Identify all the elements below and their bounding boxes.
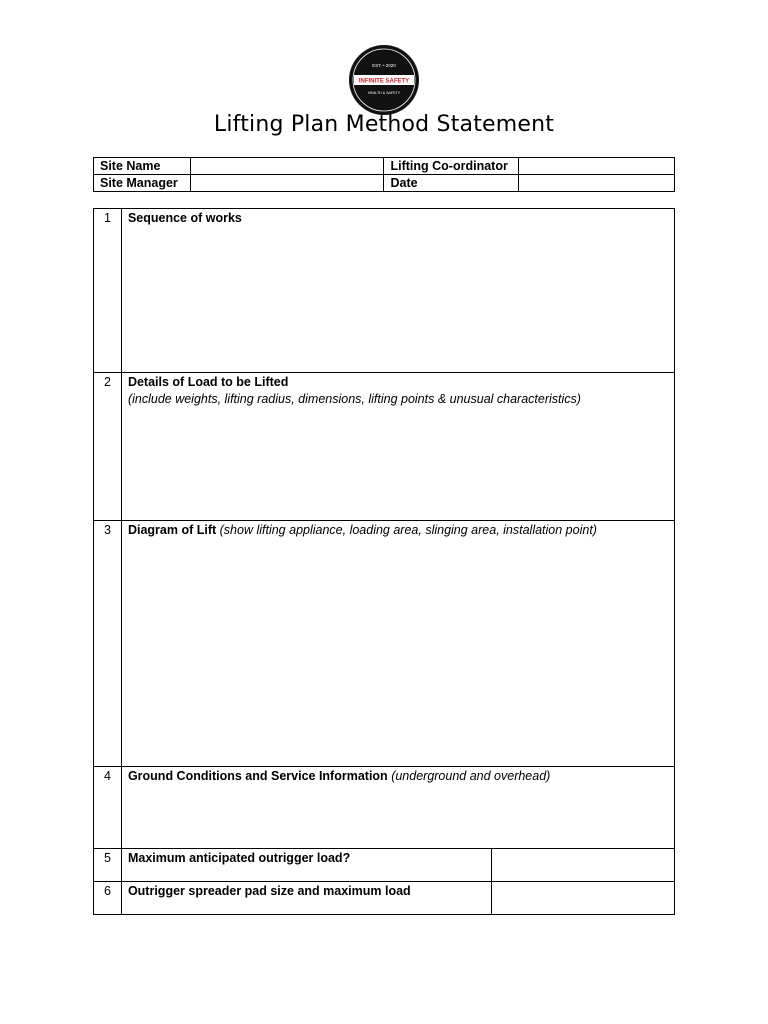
section-title: Sequence of works (127, 211, 242, 225)
spreader-pad-answer-field[interactable] (492, 882, 675, 915)
section-row (94, 849, 675, 882)
section-question (121, 882, 491, 915)
site-name-label: Site Name (94, 158, 191, 175)
section-number: 2 (94, 373, 122, 521)
sequence-of-works-field[interactable] (121, 209, 674, 373)
lifting-coordinator-field[interactable] (519, 158, 675, 175)
site-manager-field[interactable] (190, 175, 384, 192)
section-question (121, 849, 491, 882)
logo-bottom-text: HEALTH & SAFETY (367, 91, 401, 95)
date-field[interactable] (519, 175, 675, 192)
section-title: Outrigger spreader pad size and maximum load (127, 884, 411, 898)
section-note: (underground and overhead) (391, 769, 551, 783)
load-details-field[interactable] (121, 373, 674, 521)
section-note: (show lifting appliance, loading area, slinging area, installation point) (219, 523, 597, 537)
section-row (94, 882, 675, 915)
site-manager-label: Site Manager (94, 175, 191, 192)
document-title: Lifting Plan Method Statement (213, 112, 555, 137)
site-info-table (93, 157, 675, 192)
company-logo (348, 44, 420, 116)
section-note: (include weights, lifting radius, dimensions, lifting points & unusual characteristics) (127, 392, 581, 406)
section-number: 3 (94, 521, 122, 767)
section-number: 4 (94, 767, 122, 849)
lift-diagram-field[interactable] (121, 521, 674, 767)
section-number: 5 (94, 849, 122, 882)
outrigger-load-answer-field[interactable] (492, 849, 675, 882)
section-row (94, 209, 675, 373)
site-name-field[interactable] (190, 158, 384, 175)
logo-top-text: EST. • 2020 (372, 63, 396, 68)
section-title: Ground Conditions and Service Information (127, 769, 388, 783)
section-title: Diagram of Lift (127, 523, 217, 537)
section-number: 1 (94, 209, 122, 373)
date-label: Date (384, 175, 519, 192)
ground-conditions-field[interactable] (121, 767, 674, 849)
info-row-manager (94, 175, 675, 192)
section-row (94, 521, 675, 767)
info-row-site (94, 158, 675, 175)
logo-brand-text: INFINITE SAFETY (358, 78, 410, 85)
section-row (94, 373, 675, 521)
section-title: Details of Load to be Lifted (127, 375, 289, 389)
lifting-coordinator-label: Lifting Co-ordinator (384, 158, 519, 175)
section-row (94, 767, 675, 849)
section-title: Maximum anticipated outrigger load? (127, 851, 351, 865)
method-statement-table (93, 208, 675, 915)
section-number: 6 (94, 882, 122, 915)
